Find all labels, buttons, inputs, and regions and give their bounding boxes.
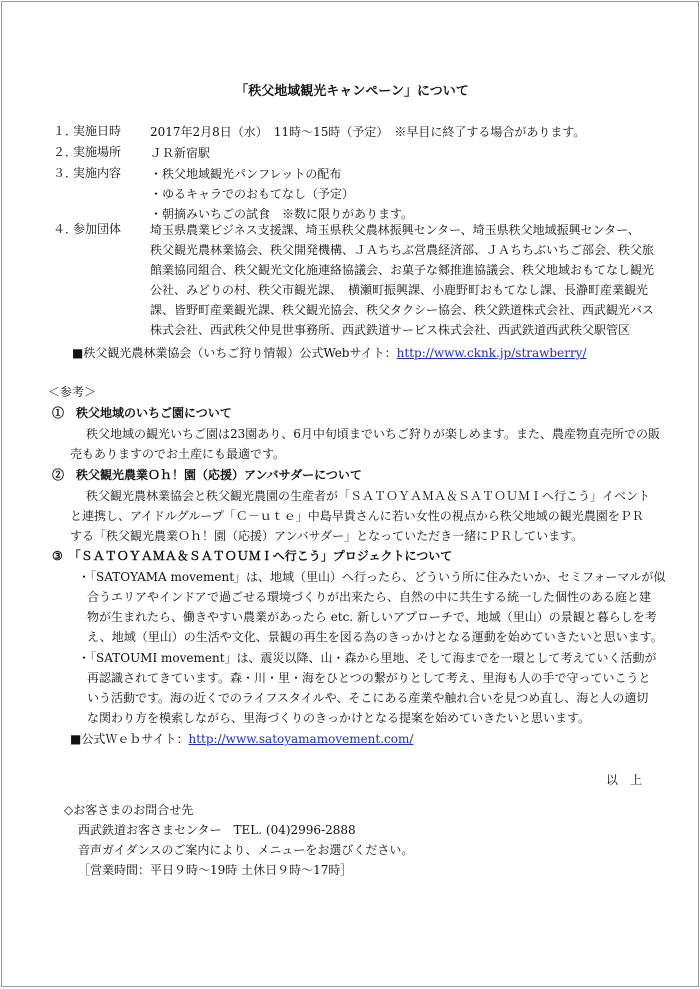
ref3-line: ・「SATOYAMA movement」は、地域（里山）へ行ったら、どういう所に住みたいか、セミフォーマルが似 [78, 570, 666, 584]
ref3-line: 物が生まれたら、働きやすい農業があったら etc. 新しいアプローチで、地域（里山）の景観と暮らしを考 [87, 610, 657, 624]
ref2-body [70, 486, 670, 546]
satoyama-website-line [70, 730, 413, 747]
item-content-list [53, 164, 663, 226]
ref1-line: 秩父地域の観光いちご園は23園あり、6月中旬頃までいちご狩りが楽しめます。また、農産物直売所での販 [86, 427, 660, 441]
item-line: 公社、みどりの村、秩父市観光課、 横瀬町振興課、小鹿野町おもてなし課、長瀞町産業観光 [150, 283, 649, 297]
item-line: ・朝摘みいちごの試食 ※数に限りがあります。 [150, 207, 414, 221]
strawberry-website-label: ■秩父観光農林業協会（いちご狩り情報）公式Webサイト： [72, 346, 397, 360]
ref3-heading: ③ 「ＳＡＴＯＹＡＭＡ＆ＳＡＴＯＵＭＩへ行こう」プロジェクトについて [52, 549, 453, 563]
ref2-line: と連携し、アイドルグループ「Ｃ－ｕｔｅ」中島早貴さんに若い女性の視点から秩父地域の観光農園をＰＲ [70, 509, 644, 523]
ref1-line: 売もありますのでお土産にも最適です。 [70, 447, 286, 461]
item-place [53, 143, 663, 163]
ref3-line: 再認識されてきています。森・川・里・海をひとつの繋がりとして考え、里海も人の手で守っていこうと [87, 671, 651, 685]
item-line: ・秩父地域観光パンフレットの配布 [150, 167, 342, 181]
ref3-line: な関わり方を模索しながら、里海づくりのきっかけとなる提案を始めていきたいと思います。 [87, 711, 591, 725]
closing-mark: 以 上 [606, 773, 643, 787]
ref2-line: 秩父観光農林業協会と秩父観光農園の生産者が「ＳＡＴＯＹＡＭＡ＆ＳＡＴＯＵＭＩへ行こう」イベント [86, 489, 651, 503]
ref2-line: する「秩父観光農業Ｏｈ！園（応援）アンバサダー」となっていただき一緒にＰＲしています。 [70, 529, 584, 543]
item-label: 実施内容 [73, 166, 122, 180]
document-title: 「秩父地域観光キャンペーン」について [235, 84, 469, 99]
item-line: 埼玉県農業ビジネス支援課、埼玉県秩父農林振興センター、埼玉県秩父地域振興センター、 [150, 223, 640, 237]
ref3-line: ・「SATOUMI movement」は、震災以降、山・森から里地、そして海までを一環として考えていく活動が [78, 651, 657, 665]
item-label: 実施日時 [73, 124, 122, 138]
ref3-line: 合うエリアやインドアで過ごせる環境づくりが出来たら、自然の中に共生する統一した個性のある庭と建 [87, 590, 652, 604]
ref1-heading: ① 秩父地域のいちご園について [52, 406, 232, 420]
reference-heading: ＜参考＞ [48, 385, 97, 399]
contact-center: 西武鉄道お客さまセンター TEL. (04)2996-2888 [78, 823, 356, 837]
item-number: ４． [53, 222, 78, 236]
item-content [150, 220, 665, 340]
item-number: ２． [53, 145, 78, 159]
item-line: 2017年2月8日（水） 11時～15時（予定） ※早目に終了する場合があります。 [150, 125, 586, 139]
item-date [53, 122, 663, 142]
item-label: 参加団体 [73, 222, 122, 236]
ref2-heading: ② 秩父観光農業Ｏｈ！園（応援）アンバサダーについて [52, 468, 362, 482]
item-label: 実施場所 [73, 145, 122, 159]
document-page [1, 1, 699, 987]
strawberry-website-link[interactable]: http://www.cknk.jp/strawberry/ [396, 346, 587, 360]
ref3-line: え、地域（里山）の生活や文化、景観の再生を図る為のきっかけとなる運動を始めていきたいと思います。 [87, 630, 663, 644]
ref3-body-satoyama [78, 567, 678, 647]
ref3-body-satoumi [78, 648, 678, 728]
item-line: ＪＲ新宿駅 [150, 146, 211, 160]
item-line: ・ゆるキャラでのおもてなし（予定） [150, 187, 355, 201]
satoyama-website-link[interactable]: http://www.satoyamamovement.com/ [188, 732, 414, 746]
strawberry-website-line [72, 344, 587, 361]
satoyama-website-label: ■公式Ｗｅｂサイト： [70, 732, 189, 746]
item-participants [53, 220, 663, 344]
contact-hours: ［営業時間：平日９時～19時 土休日９時～17時］ [78, 863, 353, 877]
item-number: １． [53, 124, 78, 138]
ref1-body [70, 424, 670, 464]
contact-heading: ◇お客さまのお問合せ先 [64, 803, 194, 817]
item-line: 館業協同組合、秩父観光文化施連絡協議会、お菓子な郷推進協議会、秩父地域おもてなし観光 [150, 263, 655, 277]
item-line: 秩父観光農林業協会、秩父開発機構、ＪＡちちぶ営農経済部、ＪＡちちぶいちご部会、秩父旅 [150, 243, 655, 257]
item-content [150, 143, 665, 163]
ref3-line: いう活動です。海の近くでのライフスタイルや、そこにある産業や触れ合いを見つめ直し、海と人の適切 [87, 691, 649, 705]
item-content [150, 122, 665, 142]
item-line: 株式会社、西武秩父仲見世事務所、西武鉄道サービス株式会社、西武鉄道西武秩父駅管区 [150, 323, 631, 337]
contact-guidance: 音声ガイダンスのご案内により、メニューをお選びください。 [78, 843, 414, 857]
item-number: ３． [53, 166, 78, 180]
item-line: 課、皆野町産業観光課、秩父観光協会、秩父タクシー協会、秩父鉄道株式会社、西武観光バス [150, 303, 655, 317]
item-content [150, 164, 665, 224]
